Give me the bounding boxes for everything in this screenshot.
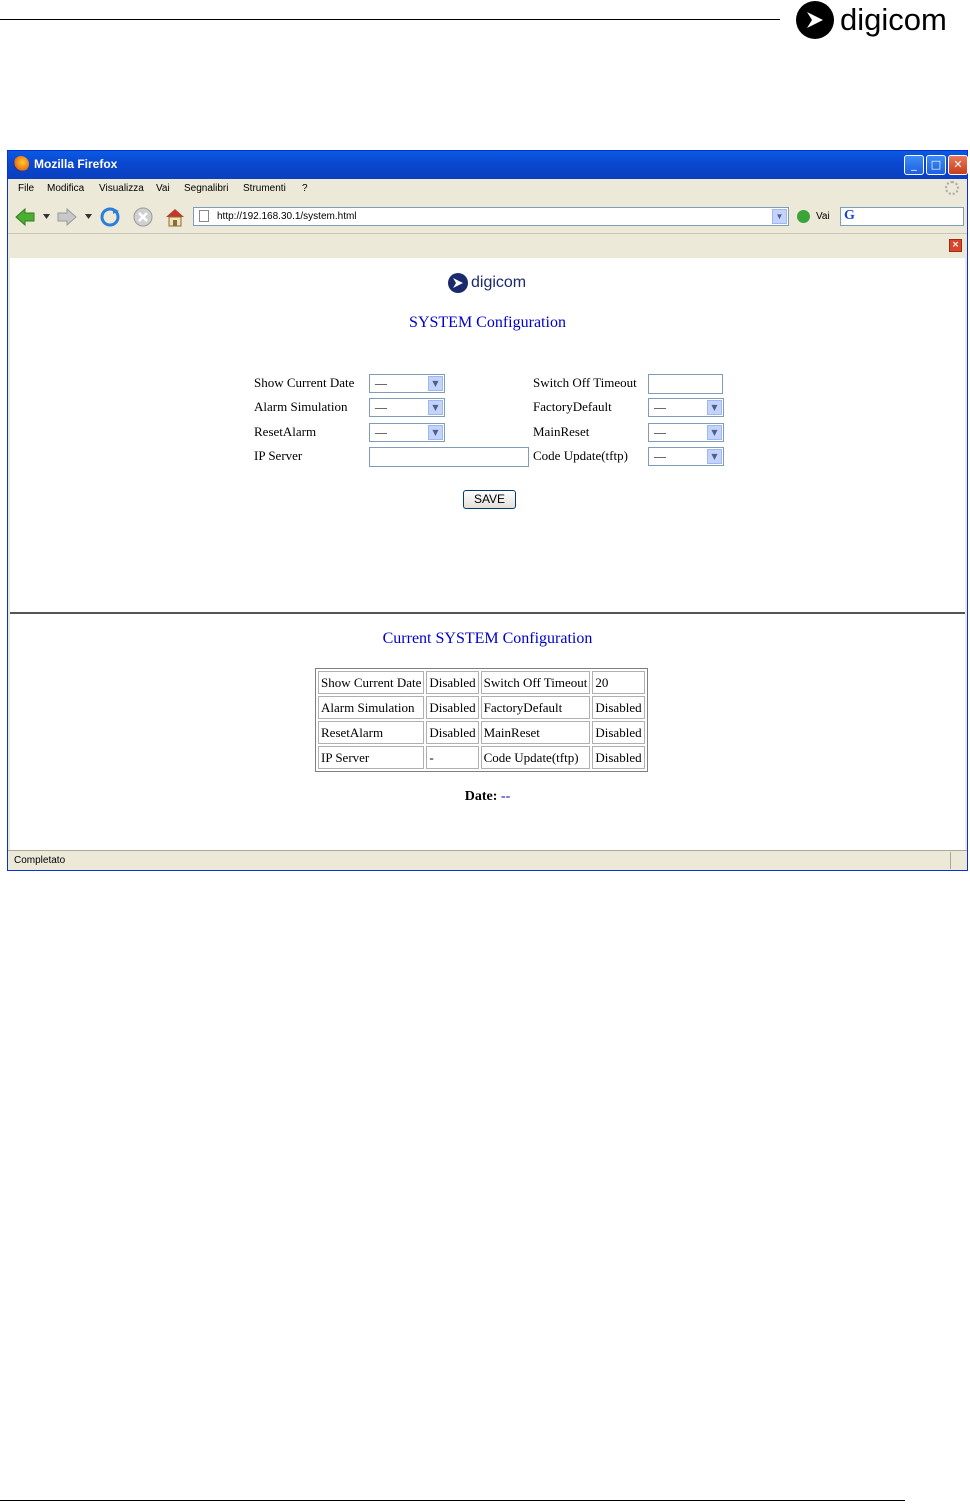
ip-server-input[interactable]	[369, 447, 529, 467]
table-row	[318, 696, 645, 719]
switch-off-timeout-input[interactable]	[648, 374, 723, 394]
menu-vai[interactable]: Vai	[156, 183, 170, 194]
search-input[interactable]	[840, 207, 964, 226]
table-cell: Switch Off Timeout	[481, 671, 591, 694]
menu-file[interactable]: File	[18, 183, 35, 194]
alarm-simulation-select[interactable]	[369, 398, 445, 417]
reset-alarm-select[interactable]	[369, 423, 445, 442]
status-divider	[950, 852, 951, 869]
address-bar[interactable]	[193, 207, 789, 226]
go-label[interactable]: Vai	[816, 211, 830, 222]
table-cell: Alarm Simulation	[318, 696, 424, 719]
url-text[interactable]: http://192.168.30.1/system.html	[217, 211, 357, 222]
current-config-frame	[10, 614, 965, 850]
menu-strumenti[interactable]: Strumenti	[243, 183, 286, 194]
table-cell: 20	[592, 671, 645, 694]
table-row	[318, 746, 645, 769]
maximize-button[interactable]: □	[926, 155, 946, 175]
google-icon[interactable]: G	[844, 208, 855, 223]
chevron-down-icon[interactable]: ▼	[707, 449, 722, 464]
table-cell: ResetAlarm	[318, 721, 424, 744]
throbber-icon	[945, 181, 959, 195]
table-cell: Disabled	[592, 746, 645, 769]
digicom-logo-icon	[796, 1, 834, 39]
config-title: SYSTEM Configuration	[409, 314, 566, 331]
reset-alarm-value: —	[375, 425, 387, 439]
menu-visualizza[interactable]: Visualizza	[99, 183, 144, 194]
menu-modifica[interactable]: Modifica	[47, 183, 85, 194]
document-footer-rule	[0, 1500, 905, 1501]
show-current-date-select[interactable]	[369, 374, 445, 393]
reset-alarm-label: ResetAlarm	[254, 424, 317, 439]
back-icon[interactable]	[14, 206, 36, 228]
window-title: Mozilla Firefox	[34, 157, 118, 171]
document-logo-text: digicom	[840, 2, 947, 37]
page-logo	[448, 273, 526, 293]
menu-bar	[8, 179, 967, 199]
table-row	[318, 671, 645, 694]
table-cell: -	[426, 746, 478, 769]
close-tab-icon[interactable]: ×	[949, 239, 962, 252]
menu-segnalibri[interactable]: Segnalibri	[184, 183, 229, 194]
digicom-logo-icon	[448, 273, 468, 293]
factory-default-value: —	[654, 400, 666, 414]
stop-icon[interactable]	[132, 206, 154, 228]
show-current-date-label: Show Current Date	[254, 375, 355, 390]
show-current-date-value: —	[375, 376, 387, 390]
title-bar[interactable]	[8, 151, 967, 179]
url-dropdown-icon[interactable]: ▼	[772, 209, 787, 224]
close-window-button[interactable]: ✕	[948, 155, 968, 175]
code-update-select[interactable]	[648, 447, 724, 466]
table-cell: MainReset	[481, 721, 591, 744]
forward-dropdown-icon[interactable]	[85, 214, 92, 219]
code-update-value: —	[654, 449, 666, 463]
chevron-down-icon[interactable]: ▼	[428, 425, 443, 440]
table-cell: Disabled	[426, 696, 478, 719]
date-line	[10, 789, 965, 805]
main-reset-select[interactable]	[648, 423, 724, 442]
main-reset-label: MainReset	[533, 424, 590, 439]
code-update-label: Code Update(tftp)	[533, 448, 628, 463]
minimize-button[interactable]: _	[904, 155, 924, 175]
navigation-toolbar	[8, 199, 967, 233]
table-cell: Disabled	[426, 721, 478, 744]
table-cell: Disabled	[592, 696, 645, 719]
factory-default-label: FactoryDefault	[533, 399, 612, 414]
current-config-title: Current SYSTEM Configuration	[382, 630, 593, 647]
main-reset-value: —	[654, 425, 666, 439]
back-dropdown-icon[interactable]	[43, 214, 50, 219]
date-label: Date:	[464, 789, 498, 804]
document-header-rule	[0, 19, 780, 20]
alarm-simulation-value: —	[375, 400, 387, 414]
document-logo	[796, 0, 947, 40]
save-button[interactable]: SAVE	[463, 490, 516, 509]
ip-server-label: IP Server	[254, 448, 303, 463]
table-row	[318, 721, 645, 744]
date-value: --	[500, 789, 511, 804]
tab-strip	[8, 233, 967, 257]
status-bar	[8, 850, 967, 870]
table-cell: FactoryDefault	[481, 696, 591, 719]
status-text: Completato	[14, 855, 66, 866]
firefox-icon	[13, 156, 29, 172]
go-icon[interactable]	[797, 210, 810, 223]
switch-off-timeout-label: Switch Off Timeout	[533, 375, 637, 390]
forward-icon[interactable]	[56, 206, 78, 228]
alarm-simulation-label: Alarm Simulation	[254, 399, 348, 414]
page-logo-text: digicom	[471, 274, 527, 291]
table-cell: Code Update(tftp)	[481, 746, 591, 769]
reload-icon[interactable]	[99, 206, 121, 228]
table-cell: Show Current Date	[318, 671, 424, 694]
page-icon	[199, 210, 209, 222]
table-cell: IP Server	[318, 746, 424, 769]
chevron-down-icon[interactable]: ▼	[707, 425, 722, 440]
current-config-table	[315, 668, 648, 772]
chevron-down-icon[interactable]: ▼	[428, 400, 443, 415]
factory-default-select[interactable]	[648, 398, 724, 417]
table-cell: Disabled	[592, 721, 645, 744]
config-frame	[10, 258, 965, 614]
chevron-down-icon[interactable]: ▼	[707, 400, 722, 415]
menu-help[interactable]: ?	[302, 183, 308, 194]
table-cell: Disabled	[426, 671, 478, 694]
browser-window	[7, 150, 968, 871]
home-icon[interactable]	[164, 206, 186, 228]
chevron-down-icon[interactable]: ▼	[428, 376, 443, 391]
